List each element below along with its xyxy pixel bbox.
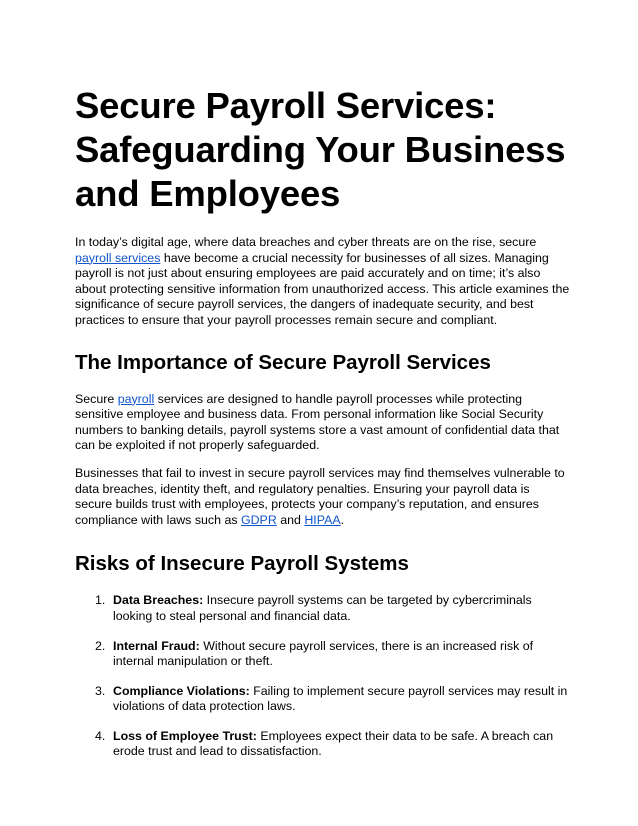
intro-paragraph (75, 235, 570, 329)
importance-heading: The Importance of Secure Payroll Services (75, 350, 491, 374)
list-item-text: Insecure payroll systems can be targeted by cybercriminals looking to steal personal and financial data. (113, 593, 532, 623)
payroll-services-link[interactable]: payroll services (75, 250, 161, 265)
list-item-text: Without secure payroll services, there is an increased risk of internal manipulation or theft. (113, 638, 534, 669)
importance-paragraph-1 (75, 392, 570, 454)
list-item-number: 2. (95, 638, 106, 653)
page-title: Secure Payroll Services: Safeguarding Your Business and Employees (75, 85, 566, 214)
list-item-number: 3. (95, 683, 106, 698)
importance-paragraph-2 (75, 466, 570, 528)
list-item (75, 729, 570, 760)
importance-p1-after: services are designed to handle payroll processes while protecting sensitive employee and business data. From personal information like Social Security numbers to banking details, payroll systems store a vast amount of confidential data that can be exploited if not properly safeguarded. (75, 391, 560, 453)
risks-list (75, 593, 570, 760)
intro-text-before: In today’s digital age, where data breaches and cyber threats are on the rise, secure (75, 235, 537, 249)
list-item-number: 1. (95, 593, 106, 608)
payroll-link[interactable]: payroll (117, 391, 155, 406)
list-item-label: Loss of Employee Trust: (113, 728, 257, 743)
list-item-label: Compliance Violations: (113, 683, 250, 698)
list-item-label: Internal Fraud: (113, 638, 200, 653)
gdpr-link[interactable]: GDPR (240, 512, 277, 527)
list-item (75, 684, 570, 715)
hipaa-link[interactable]: HIPAA (304, 512, 341, 527)
list-item (75, 639, 570, 670)
importance-p2-text: Businesses that fail to invest in secure payroll services may find themselves vulnerable to data breaches, identity theft, and regulatory penalties. Ensuring your payroll data is secure builds trust with employees, protects your company’s reputation, and ensures compliance with laws such as (75, 465, 565, 527)
list-item-number: 4. (95, 728, 106, 743)
list-item-label: Data Breaches: (113, 593, 204, 608)
intro-text-after: have become a crucial necessity for businesses of all sizes. Managing payroll is not just about ensuring employees are paid accurately and on time; it’s also about protecting sensitive information from unauthorized access. This article examines the significance of secure payroll services, the dangers of inadequate security, and best practices to ensure that your payroll processes remain secure and compliant. (75, 250, 570, 327)
list-item-text: Employees expect their data to be safe. A breach can erode trust and lead to dissatisfaction. (113, 728, 554, 759)
document-page (75, 84, 570, 774)
importance-p2-end: . (340, 512, 345, 527)
list-item (75, 593, 570, 624)
importance-p1-before: Secure (75, 391, 118, 406)
risks-heading: Risks of Insecure Payroll Systems (75, 552, 409, 576)
list-item-text: Failing to implement secure payroll services may result in violations of data protection laws. (113, 683, 568, 714)
importance-p2-middle: and (276, 512, 305, 527)
